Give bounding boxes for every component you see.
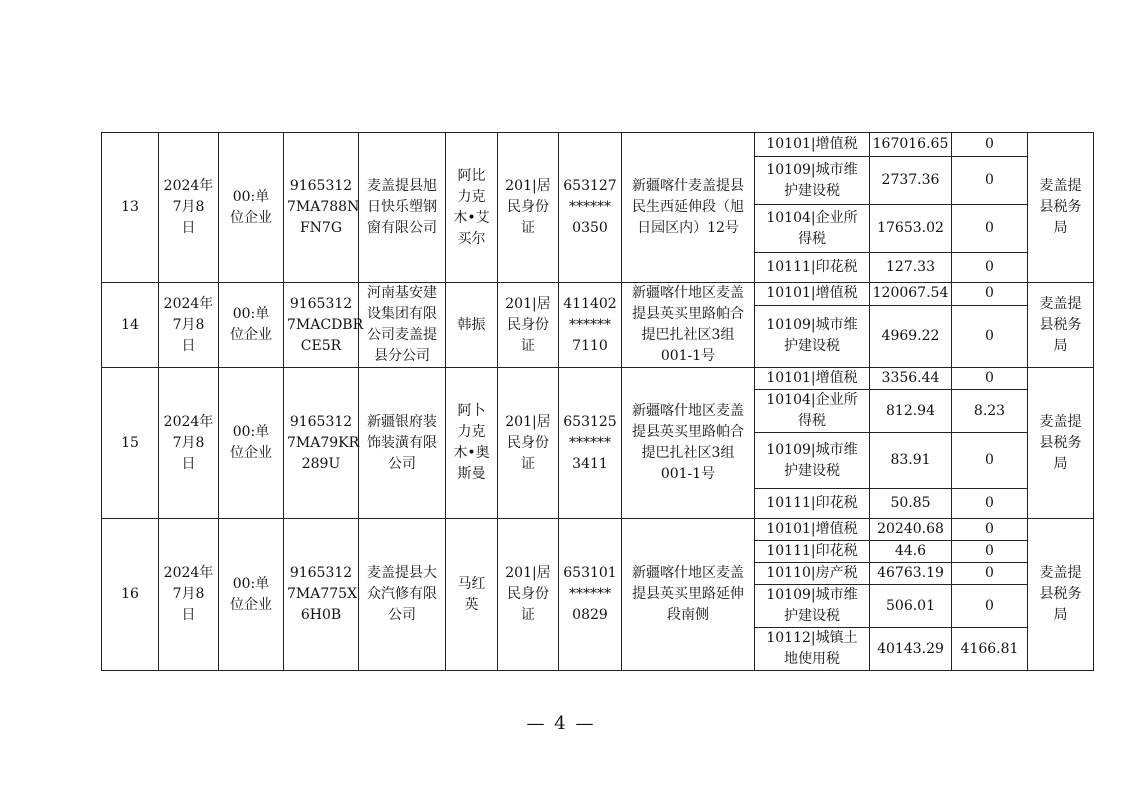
date-cell: 2024年 7月8 日 xyxy=(159,133,219,283)
tax-amount: 20240.68 xyxy=(870,519,952,541)
tax-item: 10109|城市维 护建设税 xyxy=(755,157,870,205)
taxpayer-type: 00:单 位企业 xyxy=(219,133,284,283)
arrears-amount: 0 xyxy=(952,585,1028,628)
tax-amount: 4969.22 xyxy=(870,305,952,367)
tax-authority: 麦盖提 县税务 局 xyxy=(1028,283,1094,368)
tax-amount: 46763.19 xyxy=(870,563,952,585)
table-row xyxy=(102,133,1094,157)
tax-amount: 127.33 xyxy=(870,253,952,283)
legal-person: 阿卜 力克 木•奥 斯曼 xyxy=(446,368,498,519)
tax-amount: 40143.29 xyxy=(870,628,952,671)
address: 新疆喀什地区麦盖 提县英买里路帕合 提巴扎社区3组 001-1号 xyxy=(622,368,755,519)
table-row xyxy=(102,368,1094,390)
tax-item: 10111|印花税 xyxy=(755,489,870,519)
arrears-amount: 0 xyxy=(952,205,1028,253)
credit-code: 9165312 7MA79KR 289U xyxy=(284,368,359,519)
tax-amount: 506.01 xyxy=(870,585,952,628)
arrears-amount: 4166.81 xyxy=(952,628,1028,671)
date-cell: 2024年 7月8 日 xyxy=(159,283,219,368)
legal-person: 马红 英 xyxy=(446,519,498,671)
tax-item: 10109|城市维 护建设税 xyxy=(755,433,870,489)
taxpayer-type: 00:单 位企业 xyxy=(219,519,284,671)
arrears-amount: 0 xyxy=(952,368,1028,390)
tax-item: 10101|增值税 xyxy=(755,283,870,306)
company-name: 麦盖提县大 众汽修有限 公司 xyxy=(359,519,446,671)
arrears-amount: 0 xyxy=(952,157,1028,205)
arrears-amount: 0 xyxy=(952,283,1028,306)
record-number: 15 xyxy=(102,368,159,519)
date-cell: 2024年 7月8 日 xyxy=(159,519,219,671)
tax-item: 10104|企业所 得税 xyxy=(755,390,870,433)
tax-amount: 17653.02 xyxy=(870,205,952,253)
table-row xyxy=(102,283,1094,306)
date-cell: 2024年 7月8 日 xyxy=(159,368,219,519)
address: 新疆喀什地区麦盖 提县英买里路帕合 提巴扎社区3组 001-1号 xyxy=(622,283,755,368)
address: 新疆喀什麦盖提县 民生西延伸段（旭 日园区内）12号 xyxy=(622,133,755,283)
id-number: 653101 ****** 0829 xyxy=(559,519,622,671)
tax-amount: 44.6 xyxy=(870,541,952,563)
table-row xyxy=(102,519,1094,541)
record-number: 13 xyxy=(102,133,159,283)
tax-item: 10101|增值税 xyxy=(755,368,870,390)
legal-person: 韩振 xyxy=(446,283,498,368)
company-name: 麦盖提县旭 日快乐塑钢 窗有限公司 xyxy=(359,133,446,283)
id-type: 201|居 民身份 证 xyxy=(498,519,559,671)
tax-amount: 812.94 xyxy=(870,390,952,433)
tax-item: 10111|印花税 xyxy=(755,253,870,283)
company-name: 河南基安建 设集团有限 公司麦盖提 县分公司 xyxy=(359,283,446,368)
credit-code: 9165312 7MA775X 6H0B xyxy=(284,519,359,671)
arrears-amount: 0 xyxy=(952,563,1028,585)
tax-item: 10111|印花税 xyxy=(755,541,870,563)
credit-code: 9165312 7MACDBR CE5R xyxy=(284,283,359,368)
tax-amount: 83.91 xyxy=(870,433,952,489)
page-number: — 4 — xyxy=(526,713,596,734)
tax-item: 10112|城镇土 地使用税 xyxy=(755,628,870,671)
arrears-amount: 0 xyxy=(952,519,1028,541)
tax-amount: 3356.44 xyxy=(870,368,952,390)
arrears-amount: 8.23 xyxy=(952,390,1028,433)
address: 新疆喀什地区麦盖 提县英买里路延伸 段南侧 xyxy=(622,519,755,671)
arrears-amount: 0 xyxy=(952,541,1028,563)
record-number: 16 xyxy=(102,519,159,671)
tax-amount: 167016.65 xyxy=(870,133,952,157)
company-name: 新疆银府装 饰装潢有限 公司 xyxy=(359,368,446,519)
arrears-amount: 0 xyxy=(952,253,1028,283)
credit-code: 9165312 7MA788N FN7G xyxy=(284,133,359,283)
tax-item: 10101|增值税 xyxy=(755,133,870,157)
tax-item: 10110|房产税 xyxy=(755,563,870,585)
id-number: 653127 ****** 0350 xyxy=(559,133,622,283)
tax-item: 10109|城市维 护建设税 xyxy=(755,585,870,628)
tax-item: 10104|企业所 得税 xyxy=(755,205,870,253)
arrears-amount: 0 xyxy=(952,133,1028,157)
tax-authority: 麦盖提 县税务 局 xyxy=(1028,133,1094,283)
tax-amount: 50.85 xyxy=(870,489,952,519)
arrears-amount: 0 xyxy=(952,489,1028,519)
id-type: 201|居 民身份 证 xyxy=(498,133,559,283)
id-number: 653125 ****** 3411 xyxy=(559,368,622,519)
taxpayer-type: 00:单 位企业 xyxy=(219,368,284,519)
tax-authority: 麦盖提 县税务 局 xyxy=(1028,368,1094,519)
arrears-amount: 0 xyxy=(952,305,1028,367)
tax-item: 10101|增值税 xyxy=(755,519,870,541)
id-number: 411402 ****** 7110 xyxy=(559,283,622,368)
record-number: 14 xyxy=(102,283,159,368)
id-type: 201|居 民身份 证 xyxy=(498,368,559,519)
taxpayer-type: 00:单 位企业 xyxy=(219,283,284,368)
legal-person: 阿比 力克 木•艾 买尔 xyxy=(446,133,498,283)
arrears-amount: 0 xyxy=(952,433,1028,489)
id-type: 201|居 民身份 证 xyxy=(498,283,559,368)
tax-authority: 麦盖提 县税务 局 xyxy=(1028,519,1094,671)
tax-amount: 120067.54 xyxy=(870,283,952,306)
tax-item: 10109|城市维 护建设税 xyxy=(755,305,870,367)
tax-records-table xyxy=(101,132,1094,671)
tax-amount: 2737.36 xyxy=(870,157,952,205)
